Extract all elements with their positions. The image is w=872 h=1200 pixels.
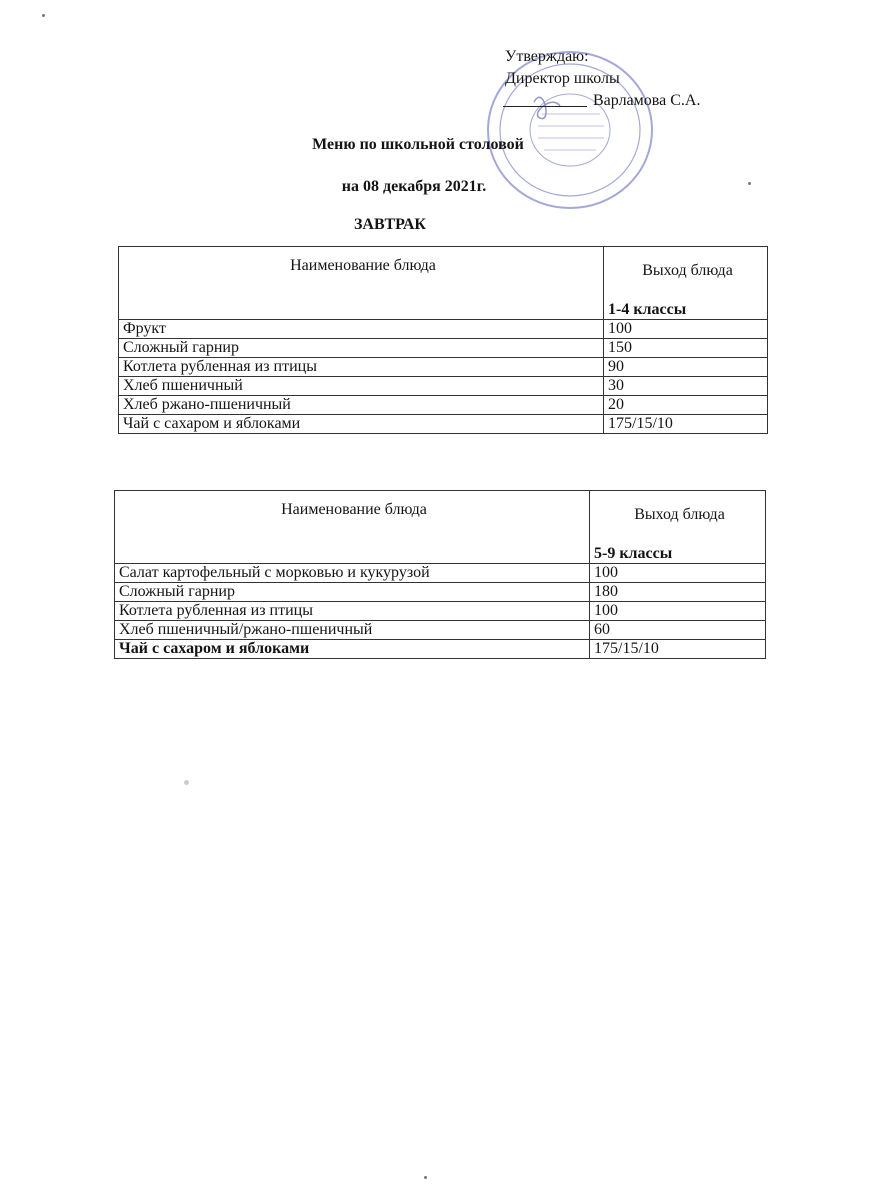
menu-date: на 08 декабря 2021г. — [341, 178, 487, 195]
dish-output: 100 — [590, 602, 766, 621]
class-group-label: 1-4 классы — [604, 295, 768, 320]
scan-speck — [748, 182, 751, 185]
table-row — [119, 320, 768, 339]
dish-output: 100 — [604, 320, 768, 339]
signatory-name: Варламова С.А. — [593, 92, 701, 109]
table-row — [115, 602, 766, 621]
dish-output: 150 — [604, 339, 768, 358]
signature-line — [503, 90, 700, 112]
table-row — [119, 415, 768, 434]
scan-speck — [42, 14, 45, 17]
dish-name: Хлеб ржано-пшеничный — [119, 396, 604, 415]
dish-name: Хлеб пшеничный — [119, 377, 604, 396]
table-row — [115, 583, 766, 602]
dish-output: 20 — [604, 396, 768, 415]
dish-name: Чай с сахаром и яблоками — [115, 640, 590, 659]
dish-name: Сложный гарнир — [119, 339, 604, 358]
dish-output: 60 — [590, 621, 766, 640]
table-row — [119, 339, 768, 358]
menu-table-5-9 — [114, 490, 766, 659]
dish-name: Сложный гарнир — [115, 583, 590, 602]
menu-table-1-4 — [118, 246, 768, 434]
dish-name: Фрукт — [119, 320, 604, 339]
table-row — [115, 564, 766, 583]
class-group-label: 5-9 классы — [590, 539, 766, 564]
dish-output: 100 — [590, 564, 766, 583]
dish-name: Чай с сахаром и яблоками — [119, 415, 604, 434]
scan-speck — [184, 780, 189, 785]
dish-output: 30 — [604, 377, 768, 396]
column-header-dish: Наименование блюда — [119, 247, 604, 320]
meal-heading: ЗАВТРАК — [353, 216, 426, 233]
table-row — [115, 621, 766, 640]
column-header-output: Выход блюда — [604, 247, 768, 295]
dish-name: Хлеб пшеничный/ржано-пшеничный — [115, 621, 590, 640]
table-row — [115, 640, 766, 659]
dish-output: 175/15/10 — [604, 415, 768, 434]
table-row — [119, 377, 768, 396]
dish-name: Котлета рубленная из птицы — [119, 358, 604, 377]
dish-output: 90 — [604, 358, 768, 377]
table-row — [119, 358, 768, 377]
scan-speck — [424, 1176, 427, 1179]
dish-name: Котлета рубленная из птицы — [115, 602, 590, 621]
dish-name: Салат картофельный с морковью и кукурузой — [115, 564, 590, 583]
signature-blank — [503, 106, 587, 107]
approval-label: Утверждаю: — [505, 48, 589, 65]
dish-output: 175/15/10 — [590, 640, 766, 659]
page-title: Меню по школьной столовой — [312, 136, 524, 153]
table-row — [119, 396, 768, 415]
approval-block — [505, 46, 700, 112]
director-title: Директор школы — [505, 70, 620, 87]
column-header-output: Выход блюда — [590, 491, 766, 539]
dish-output: 180 — [590, 583, 766, 602]
column-header-dish: Наименование блюда — [115, 491, 590, 564]
